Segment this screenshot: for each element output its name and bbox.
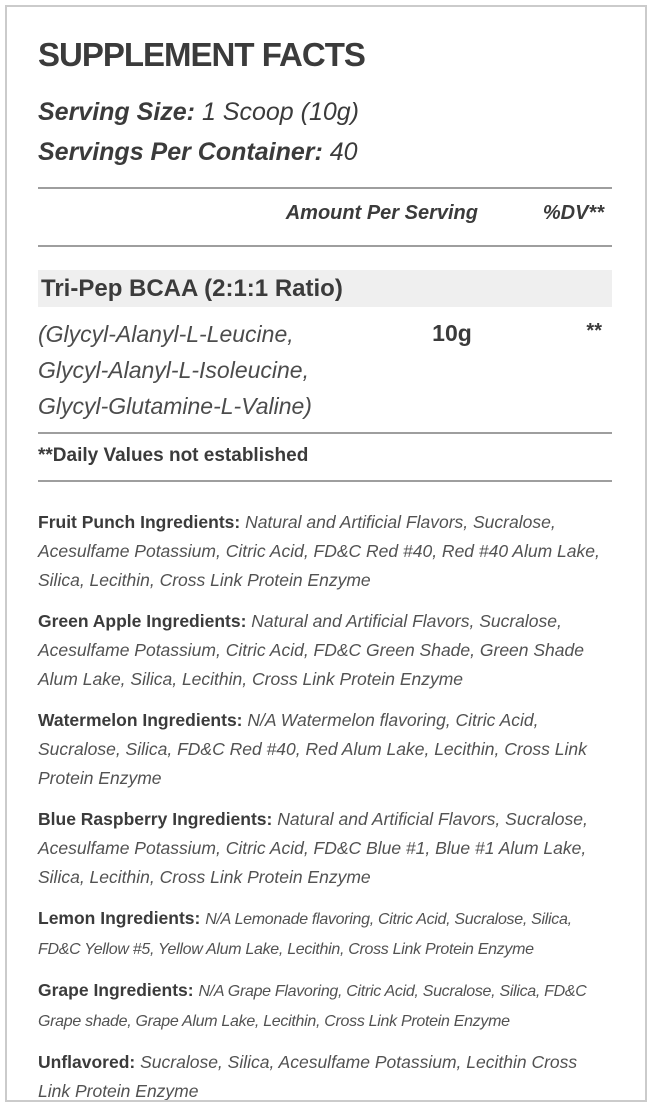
flavor-ingredients-grape [38, 976, 612, 1036]
supplement-facts-label [5, 5, 647, 1102]
flavor-ingredients-list [38, 508, 612, 1102]
serving-size-value: 1 Scoop (10g) [201, 98, 359, 126]
divider [38, 187, 612, 189]
flavor-ingredients-watermelon [38, 706, 612, 793]
flavor-text: Natural and Artificial Flavors, Sucralose, Acesulfame Potassium, Citric Acid, FD&C Green Shade, Green Shade Alum Lake, Silica, Lecithin, Cross Link Protein Enzyme [38, 611, 584, 689]
flavor-label: Blue Raspberry Ingredients: [38, 809, 273, 829]
divider [38, 245, 612, 247]
divider [38, 480, 612, 482]
flavor-ingredients-unflavored [38, 1048, 612, 1102]
daily-values-footnote: **Daily Values not established [38, 445, 309, 466]
amount-per-serving-header: Amount Per Serving [285, 202, 478, 224]
flavor-label: Green Apple Ingredients: [38, 611, 247, 631]
serving-size-row [38, 95, 612, 129]
servings-per-container-label: Servings Per Container: [38, 138, 323, 166]
flavor-label: Lemon Ingredients: [38, 908, 201, 928]
flavor-text: N/A Watermelon flavoring, Citric Acid, Sucralose, Silica, FD&C Red #40, Red Alum Lake, Lecithin, Cross Link Protein Enzyme [38, 710, 587, 788]
composition-line: Glycyl-Alanyl-L-Isoleucine, [38, 357, 309, 383]
ingredient-name-bar [38, 270, 612, 307]
flavor-text: Natural and Artificial Flavors, Sucralose, Acesulfame Potassium, Citric Acid, FD&C Blue #1, Blue #1 Alum Lake, Silica, Lecithin, Cross Link Protein Enzyme [38, 809, 588, 887]
divider [38, 432, 612, 434]
flavor-text: Sucralose, Silica, Acesulfame Potassium, Lecithin Cross Link Protein Enzyme [38, 1052, 578, 1101]
flavor-label: Unflavored: [38, 1052, 136, 1072]
ingredient-composition [38, 316, 372, 424]
ingredient-name: Tri-Pep BCAA (2:1:1 Ratio) [41, 275, 343, 302]
flavor-label: Watermelon Ingredients: [38, 710, 243, 730]
flavor-label: Fruit Punch Ingredients: [38, 512, 241, 532]
table-header-row [38, 201, 612, 225]
servings-per-container-row [38, 135, 612, 169]
amount-value: 10g [432, 320, 472, 346]
dv-value: ** [586, 320, 602, 342]
page-title: SUPPLEMENT FACTS [38, 36, 365, 73]
composition-line: (Glycyl-Alanyl-L-Leucine, [38, 321, 294, 347]
dv-header: %DV** [542, 202, 604, 224]
flavor-ingredients-lemon [38, 904, 612, 964]
flavor-ingredients-green-apple [38, 607, 612, 694]
serving-size-label: Serving Size: [38, 98, 195, 126]
flavor-text: N/A Lemonade flavoring, Citric Acid, Sucralose, Silica, FD&C Yellow #5, Yellow Alum Lake, Lecithin, Cross Link Protein Enzyme [38, 911, 572, 958]
composition-line: Glycyl-Glutamine-L-Valine) [38, 393, 312, 419]
flavor-text: Natural and Artificial Flavors, Sucralose, Acesulfame Potassium, Citric Acid, FD&C Red #40, Red #40 Alum Lake, Silica, Lecithin, Cross Link Protein Enzyme [38, 512, 600, 590]
flavor-ingredients-fruit-punch [38, 508, 612, 595]
flavor-text: N/A Grape Flavoring, Citric Acid, Sucralose, Silica, FD&C Grape shade, Grape Alum Lake, Lecithin, Cross Link Protein Enzyme [38, 983, 587, 1030]
servings-per-container-value: 40 [329, 138, 358, 166]
flavor-ingredients-blue-raspberry [38, 805, 612, 892]
flavor-label: Grape Ingredients: [38, 980, 194, 1000]
ingredient-row [38, 316, 612, 424]
